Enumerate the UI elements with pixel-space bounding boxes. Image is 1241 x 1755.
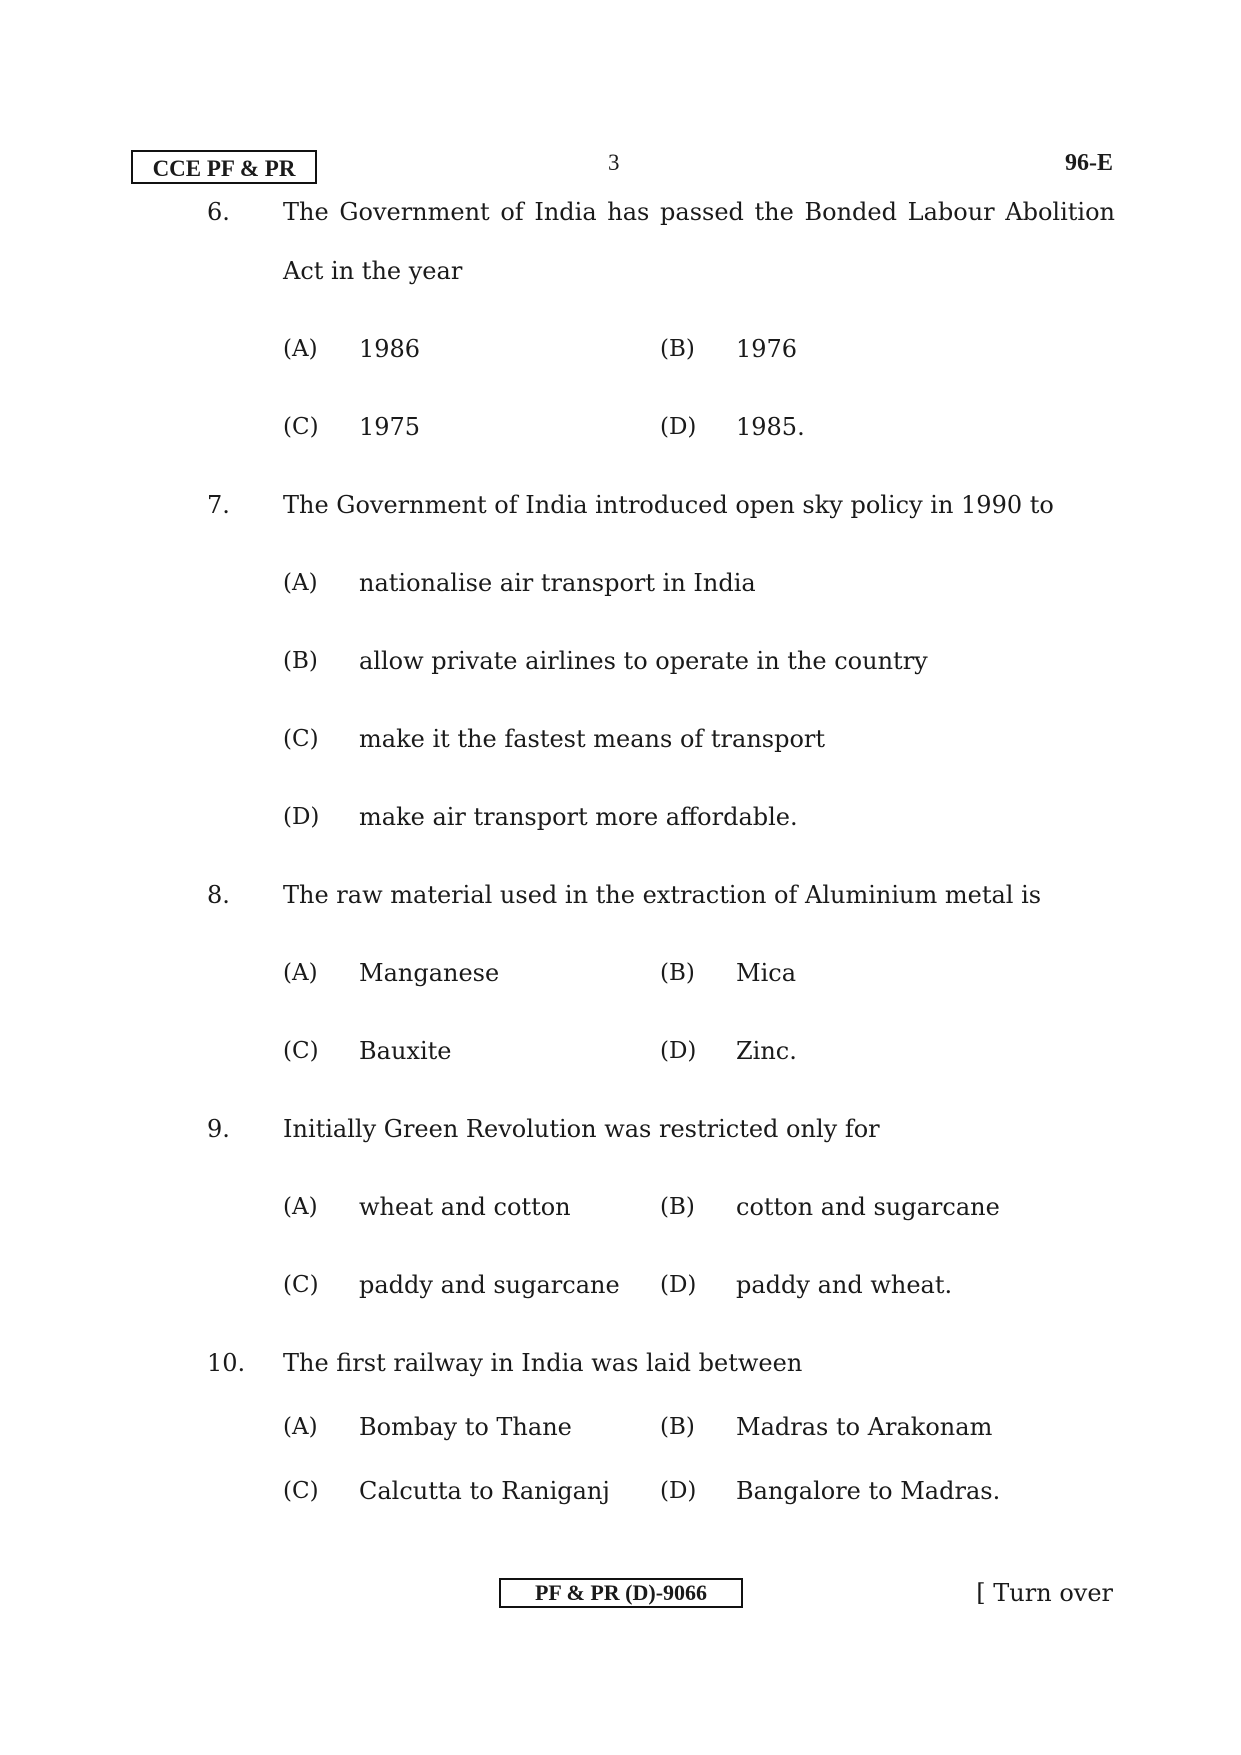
question-8-option-a-text: Manganese [359,959,500,987]
question-6-option-a-label: (A) [283,336,318,362]
question-6-option-d-text: 1985. [736,413,805,441]
question-7-option-a-text: nationalise air transport in India [359,569,756,597]
question-10-option-c-label: (C) [283,1478,319,1504]
question-8-option-b-text: Mica [736,959,796,987]
question-9-option-b-label: (B) [660,1194,695,1220]
question-7-text: The Government of India introduced open sky policy in 1990 to [283,491,1054,519]
question-9-option-d-label: (D) [660,1272,697,1298]
paper-code: 96-E [1065,150,1113,176]
question-7-option-c-label: (C) [283,726,319,752]
question-9-option-c-label: (C) [283,1272,319,1298]
question-8-number: 8. [207,881,230,909]
question-7-option-b-text: allow private airlines to operate in the country [359,647,928,675]
question-6-option-a-text: 1986 [359,335,421,363]
question-10-option-d-text: Bangalore to Madras. [736,1477,1001,1505]
question-6-option-d-label: (D) [660,414,697,440]
question-10-option-b-label: (B) [660,1414,695,1440]
question-9-option-c-text: paddy and sugarcane [359,1271,620,1299]
question-9-text: Initially Green Revolution was restricted only for [283,1115,880,1143]
question-10-number: 10. [207,1349,246,1377]
question-8-option-c-text: Bauxite [359,1037,452,1065]
question-7-option-d-text: make air transport more affordable. [359,803,798,831]
page-number: 3 [608,150,620,175]
question-10-text: The first railway in India was laid between [283,1349,803,1377]
question-6-option-c-text: 1975 [359,413,421,441]
question-10-option-d-label: (D) [660,1478,697,1504]
question-6-option-c-label: (C) [283,414,319,440]
question-8-option-a-label: (A) [283,960,318,986]
question-7-option-c-text: make it the fastest means of transport [359,725,826,753]
question-6-option-b-label: (B) [660,336,695,362]
question-10-option-a-label: (A) [283,1414,318,1440]
question-6-text-line2: Act in the year [283,257,463,285]
question-8-option-b-label: (B) [660,960,695,986]
question-7-option-b-label: (B) [283,648,318,674]
question-9-number: 9. [207,1115,230,1143]
question-8-option-c-label: (C) [283,1038,319,1064]
header-subject-box: CCE PF & PR [131,150,317,184]
question-9-option-a-text: wheat and cotton [359,1193,571,1221]
question-9-option-d-text: paddy and wheat. [736,1271,953,1299]
question-8-text: The raw material used in the extraction of Aluminium metal is [283,881,1042,909]
question-10-option-b-text: Madras to Arakonam [736,1413,993,1441]
question-10-option-a-text: Bombay to Thane [359,1413,572,1441]
question-6-option-b-text: 1976 [736,335,798,363]
question-8-option-d-text: Zinc. [736,1037,797,1065]
question-7-number: 7. [207,491,230,519]
question-7-option-a-label: (A) [283,570,318,596]
question-6-text-line1: The Government of India has passed the Bonded Labour Abolition [283,198,1115,226]
footer-code-box: PF & PR (D)-9066 [499,1578,743,1608]
question-6-number: 6. [207,198,230,226]
question-7-option-d-label: (D) [283,804,320,830]
question-9-option-a-label: (A) [283,1194,318,1220]
turn-over-note: [ Turn over [976,1579,1113,1607]
question-9-option-b-text: cotton and sugarcane [736,1193,1000,1221]
question-10-option-c-text: Calcutta to Raniganj [359,1477,610,1505]
question-8-option-d-label: (D) [660,1038,697,1064]
